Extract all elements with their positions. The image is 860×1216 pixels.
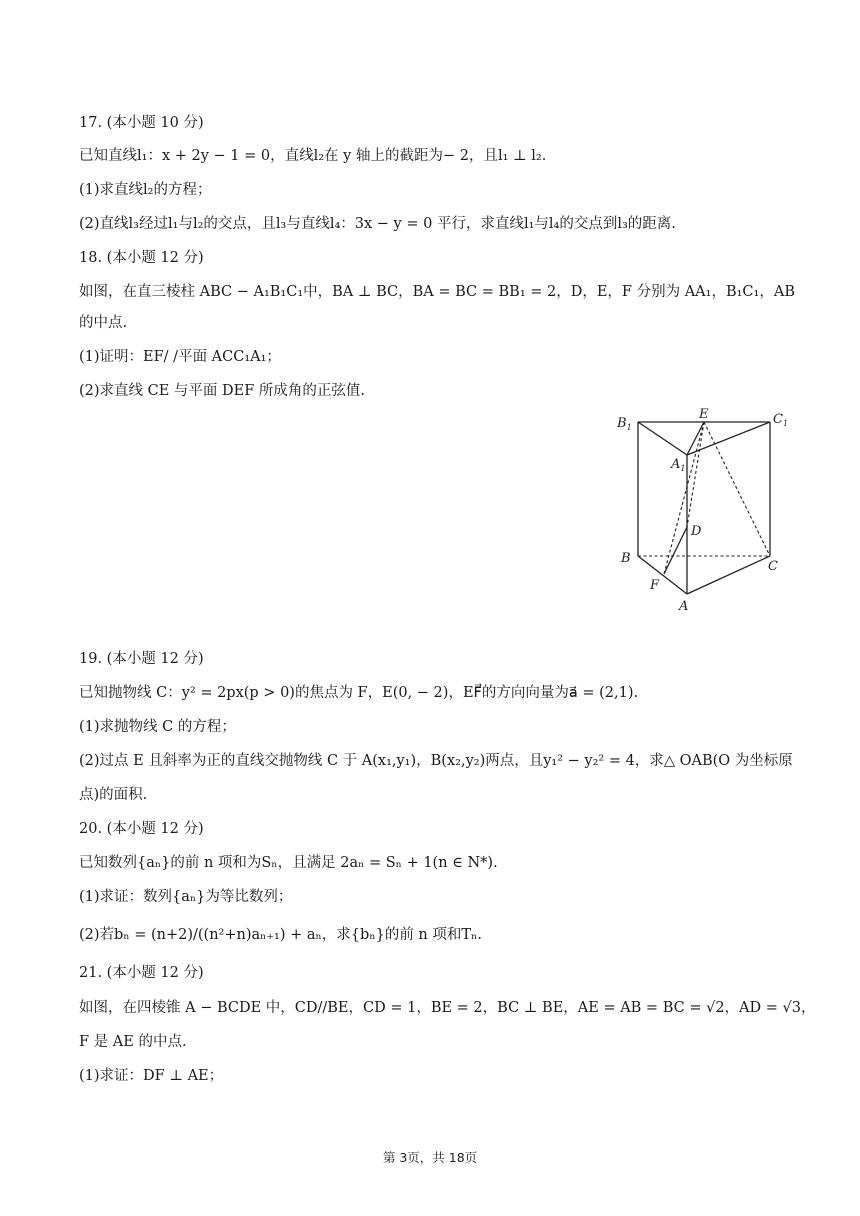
svg-text:C1 xyxy=(773,412,788,428)
svg-text:B1 xyxy=(616,416,632,432)
label-b1-sub: 1 xyxy=(626,423,632,432)
segment-ec-hidden xyxy=(704,422,770,556)
problem-20-part-1: (1)求证：数列{aₙ}为等比数列； xyxy=(79,889,293,905)
label-d: D xyxy=(691,524,702,539)
svg-text:A1 xyxy=(670,457,685,473)
problem-17-part-1: (1)求直线l₂的方程； xyxy=(79,182,212,198)
problem-20-header: 20. (本小题 12 分) xyxy=(79,821,204,837)
label-a1-sub: 1 xyxy=(680,464,686,473)
label-a1: A xyxy=(671,457,681,472)
segment-ef-hidden xyxy=(664,422,704,574)
label-c1: C xyxy=(773,412,783,427)
page-footer: 第 3页，共 18页 xyxy=(382,1150,478,1165)
segment-df xyxy=(664,527,687,574)
problem-21-statement-cont: F 是 AE 的中点. xyxy=(79,1034,187,1050)
edge-b1a1 xyxy=(638,422,687,455)
problem-18-header: 18. (本小题 12 分) xyxy=(79,250,204,266)
label-a: A xyxy=(679,599,689,614)
problem-18-part-1: (1)证明：EF/ /平面 ACC₁A₁； xyxy=(79,349,281,365)
problem-19-part-2-cont: 点)的面积. xyxy=(79,787,148,803)
prism-diagram xyxy=(608,402,808,617)
problem-21-header: 21. (本小题 12 分) xyxy=(79,965,204,981)
problem-18-part-2: (2)求直线 CE 与平面 DEF 所成角的正弦值. xyxy=(79,383,366,399)
label-b1: B xyxy=(617,416,627,431)
problem-17-header: 17. (本小题 10 分) xyxy=(79,115,204,131)
label-e: E xyxy=(699,407,709,422)
label-c: C xyxy=(768,559,778,574)
problem-19-header: 19. (本小题 12 分) xyxy=(79,651,204,667)
problem-20-statement: 已知数列{aₙ}的前 n 项和为Sₙ，且满足 2aₙ = Sₙ + 1(n ∈ N*). xyxy=(79,855,498,871)
problem-18-statement-cont: 的中点. xyxy=(79,315,128,331)
prism-figure xyxy=(608,402,808,617)
problem-20-part-2: (2)若bₙ = (n+2)/((n²+n)aₙ₊₁) + aₙ，求{bₙ}的前 n 项和Tₙ. xyxy=(79,927,482,943)
problem-17-part-2: (2)直线l₃经过l₁与l₂的交点，且l₃与直线l₄：3x − y = 0 平行，求直线l₁与l₄的交点到l₃的距离. xyxy=(79,216,676,232)
problem-19-statement: 已知抛物线 C：y² = 2px(p > 0)的焦点为 F，E(0, − 2)，EF⃗的方向向量为a⃗ = (2,1). xyxy=(79,685,639,701)
label-b: B xyxy=(621,551,631,566)
problem-17-statement: 已知直线l₁：x + 2y − 1 = 0，直线l₂在 y 轴上的截距为− 2，且l₁ ⊥ l₂. xyxy=(79,148,547,164)
edge-ba xyxy=(638,556,687,594)
edge-ac xyxy=(687,556,770,594)
problem-21-part-1: (1)求证：DF ⊥ AE； xyxy=(79,1068,224,1084)
label-c1-sub: 1 xyxy=(782,419,789,428)
problem-19-part-2: (2)过点 E 且斜率为正的直线交抛物线 C 于 A(x₁,y₁)，B(x₂,y₂)两点，且y₁² − y₂² = 4，求△ OAB(O 为坐标原 xyxy=(79,753,793,769)
problem-19-part-1: (1)求抛物线 C 的方程； xyxy=(79,719,236,735)
problem-21-statement: 如图，在四棱锥 A − BCDE 中，CD//BE，CD = 1，BE = 2，BC ⊥ BE，AE = AB = BC = √2，AD = √3， xyxy=(79,1000,816,1016)
problem-18-statement: 如图，在直三棱柱 ABC − A₁B₁C₁中，BA ⊥ BC，BA = BC = BB₁ = 2，D，E，F 分别为 AA₁，B₁C₁，AB xyxy=(79,284,795,300)
label-f: F xyxy=(650,578,660,593)
